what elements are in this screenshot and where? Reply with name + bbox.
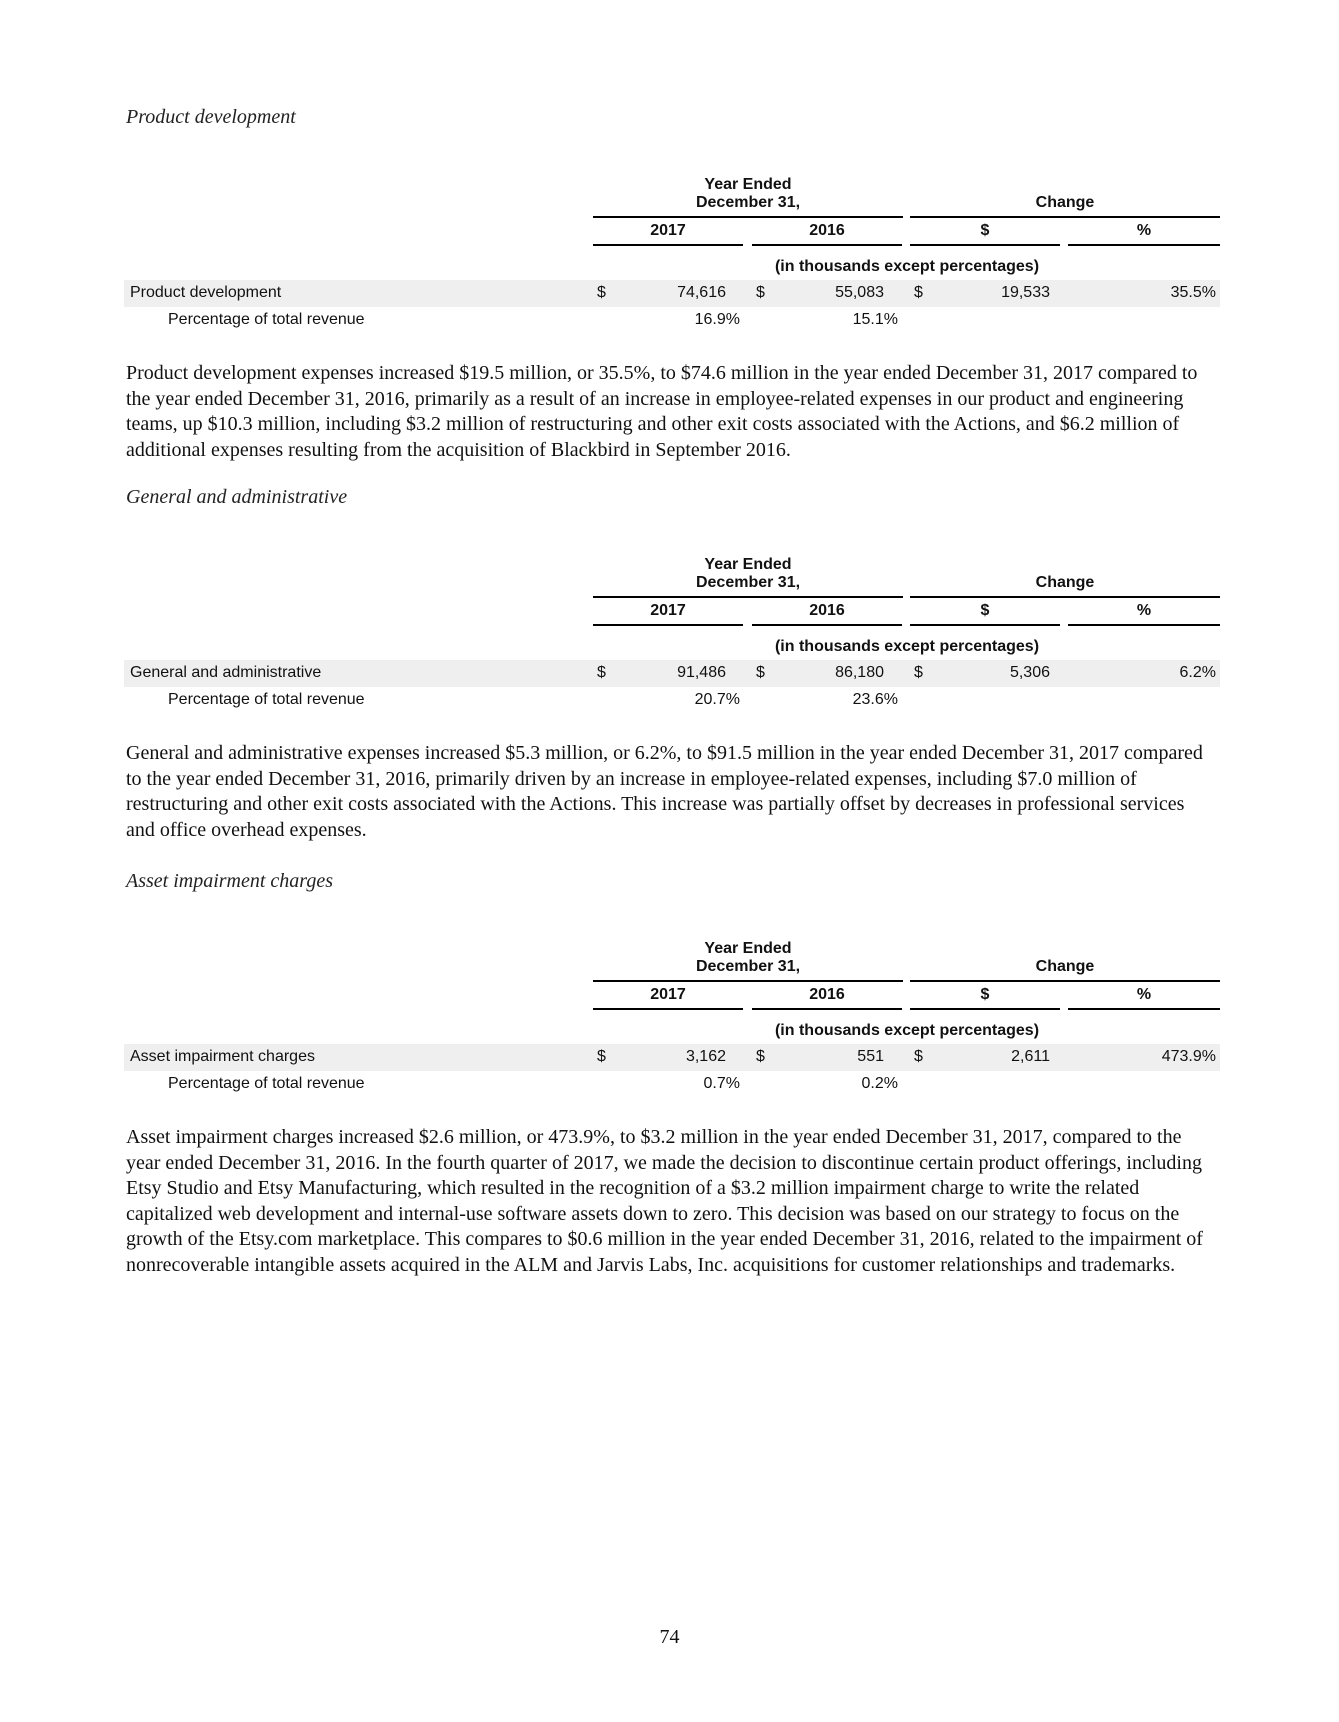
- row-label: Asset impairment charges: [130, 1048, 315, 1065]
- value-2017: 91,486: [677, 664, 726, 681]
- pct-of-revenue-label: Percentage of total revenue: [168, 311, 365, 328]
- unit-note: (in thousands except percentages): [774, 258, 1040, 275]
- page-number: 74: [659, 1626, 680, 1648]
- column-rule: [752, 1008, 902, 1010]
- col-header-change-dollar: $: [980, 222, 990, 239]
- period-header: December 31,: [695, 574, 801, 591]
- general-administrative-paragraph: General and administrative expenses increased $5.3 million, or 6.2%, to $91.5 million in the year ended December 31, 2017 compared to the year ended December 31, 2016, primarily driven by an increase in employee-related expenses, including $7.0 million of restructuring and other exit costs associated with the Actions. This increase was partially offset by decreases in professional services and office overhead expenses.: [126, 742, 1203, 841]
- year-ended-header: Year Ended: [704, 176, 792, 193]
- currency-symbol: $: [756, 1048, 765, 1065]
- change-header: Change: [1035, 958, 1095, 975]
- column-rule: [1068, 244, 1220, 246]
- column-rule: [593, 244, 743, 246]
- product-development-paragraph: Product development expenses increased $19.5 million, or 35.5%, to $74.6 million in the year ended December 31, 2017 compared to the year ended December 31, 2016, primarily as a result of an increase in employee-related expenses in our product and engineering teams, up $10.3 million, including $3.2 million of restructuring and other exit costs associated with the Actions, and $6.2 million of additional expenses resulting from the acquisition of Blackbird in September 2016.: [126, 362, 1198, 461]
- column-rule: [1068, 1008, 1220, 1010]
- period-header: December 31,: [695, 958, 801, 975]
- pct-of-revenue-label: Percentage of total revenue: [168, 691, 365, 708]
- pct-of-revenue-label: Percentage of total revenue: [168, 1075, 365, 1092]
- col-header-change-pct: %: [1136, 602, 1152, 619]
- row-label: Product development: [130, 284, 282, 301]
- pct-2016: 0.2%: [861, 1075, 898, 1092]
- currency-symbol: $: [756, 664, 765, 681]
- header-rule: [593, 596, 903, 598]
- pct-2017: 20.7%: [694, 691, 740, 708]
- header-rule: [910, 216, 1220, 218]
- change-percent: 6.2%: [1179, 664, 1216, 681]
- change-dollar: 19,533: [1001, 284, 1050, 301]
- col-header-2017: 2017: [650, 222, 686, 239]
- general-administrative-table: [0, 556, 1339, 716]
- col-header-2016: 2016: [809, 602, 845, 619]
- col-header-change-pct: %: [1136, 986, 1152, 1003]
- header-rule: [593, 980, 903, 982]
- product-development-table: [0, 176, 1339, 336]
- value-2016: 55,083: [835, 284, 884, 301]
- unit-note: (in thousands except percentages): [774, 1022, 1040, 1039]
- period-header: December 31,: [695, 194, 801, 211]
- col-header-change-dollar: $: [980, 986, 990, 1003]
- currency-symbol: $: [914, 284, 923, 301]
- column-rule: [593, 1008, 743, 1010]
- asset-impairment-paragraph: Asset impairment charges increased $2.6 million, or 473.9%, to $3.2 million in the year ended December 31, 2017, compared to the year ended December 31, 2016. In the fourth quarter of 2017, we made the decision to discontinue certain product offerings, including Etsy Studio and Etsy Manufacturing, which resulted in the recognition of a $3.2 million impairment charge to write the related capitalized web development and internal-use software assets down to zero. This decision was based on our strategy to focus on the growth of the Etsy.com marketplace. This compares to $0.6 million in the year ended December 31, 2016, related to the impairment of nonrecoverable intangible assets acquired in the ALM and Jarvis Labs, Inc. acquisitions for customer relationships and trademarks.: [126, 1126, 1203, 1276]
- pct-2016: 23.6%: [852, 691, 898, 708]
- section-heading-asset-impairment: Asset impairment charges: [126, 870, 334, 892]
- column-rule: [910, 624, 1060, 626]
- change-header: Change: [1035, 574, 1095, 591]
- column-rule: [593, 624, 743, 626]
- change-header: Change: [1035, 194, 1095, 211]
- header-rule: [910, 980, 1220, 982]
- col-header-2016: 2016: [809, 222, 845, 239]
- col-header-2016: 2016: [809, 986, 845, 1003]
- change-dollar: 5,306: [1009, 664, 1050, 681]
- section-heading-product-development: Product development: [126, 106, 296, 128]
- column-rule: [910, 244, 1060, 246]
- section-heading-general-administrative: General and administrative: [126, 486, 348, 508]
- row-label: General and administrative: [130, 664, 322, 681]
- value-2017: 74,616: [677, 284, 726, 301]
- column-rule: [752, 244, 902, 246]
- currency-symbol: $: [597, 664, 606, 681]
- col-header-2017: 2017: [650, 602, 686, 619]
- value-2016: 551: [857, 1048, 884, 1065]
- pct-2016: 15.1%: [852, 311, 898, 328]
- currency-symbol: $: [597, 284, 606, 301]
- column-rule: [910, 1008, 1060, 1010]
- year-ended-header: Year Ended: [704, 556, 792, 573]
- column-rule: [752, 624, 902, 626]
- currency-symbol: $: [597, 1048, 606, 1065]
- currency-symbol: $: [756, 284, 765, 301]
- unit-note: (in thousands except percentages): [774, 638, 1040, 655]
- header-rule: [593, 216, 903, 218]
- pct-2017: 0.7%: [703, 1075, 740, 1092]
- change-percent: 473.9%: [1161, 1048, 1216, 1065]
- asset-impairment-table: [0, 940, 1339, 1100]
- year-ended-header: Year Ended: [704, 940, 792, 957]
- col-header-2017: 2017: [650, 986, 686, 1003]
- value-2016: 86,180: [835, 664, 884, 681]
- column-rule: [1068, 624, 1220, 626]
- currency-symbol: $: [914, 1048, 923, 1065]
- col-header-change-dollar: $: [980, 602, 990, 619]
- change-percent: 35.5%: [1170, 284, 1216, 301]
- pct-2017: 16.9%: [694, 311, 740, 328]
- change-dollar: 2,611: [1011, 1048, 1050, 1065]
- currency-symbol: $: [914, 664, 923, 681]
- value-2017: 3,162: [685, 1048, 726, 1065]
- col-header-change-pct: %: [1136, 222, 1152, 239]
- header-rule: [910, 596, 1220, 598]
